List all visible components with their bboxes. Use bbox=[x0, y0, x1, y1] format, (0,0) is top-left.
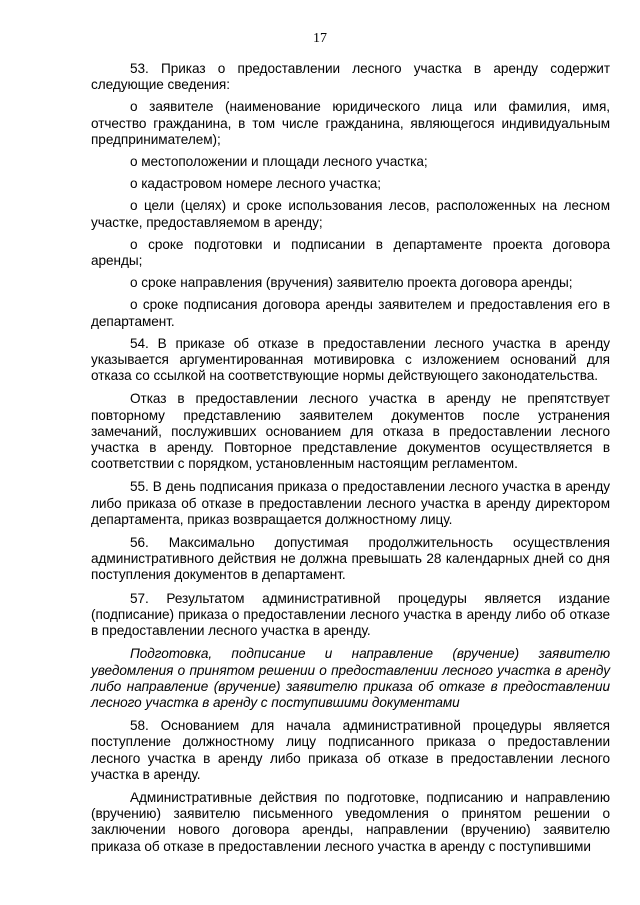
item-applicant: о заявителе (наименование юридического лица или фамилия, имя, отчество гражданина, в том числе гражданина, являющегося индивидуальным предпринимателем); bbox=[91, 99, 610, 147]
section-heading-italic: Подготовка, подписание и направление (вручение) заявителю уведомления о принятом решении о предоставлении лесного участка в аренду либо направление (вручение) заявителю приказа об отказе в предоставлении лесного участка в аренду с поступившими документами bbox=[91, 646, 610, 710]
item-preparation-term: о сроке подготовки и подписании в департаменте проекта договора аренды; bbox=[91, 236, 610, 269]
document-body bbox=[91, 61, 610, 855]
paragraph-54: 54. В приказе об отказе в предоставлении лесного участка в аренду указывается аргументированная мотивировка с изложением оснований для отказа со ссылкой на соответствующие нормы действующего законодательства. bbox=[91, 335, 610, 384]
item-delivery-term: о сроке направления (вручения) заявителю проекта договора аренды; bbox=[130, 275, 573, 291]
paragraph-58: 58. Основанием для начала административной процедуры является поступление должностному лицу подписанного приказа о предоставлении лесного участка в аренду либо приказа об отказе в предоставлении лесного участка в аренду. bbox=[91, 718, 610, 782]
paragraph-55: 55. В день подписания приказа о предоставлении лесного участка в аренду либо приказа об отказе в предоставлении лесного участка в аренду директором департамента, приказ возвращается должностному лицу. bbox=[91, 479, 610, 527]
item-signing-term: о сроке подписания договора аренды заявителем и предоставления его в департамент. bbox=[91, 297, 610, 329]
item-cadastral-number: о кадастровом номере лесного участка; bbox=[130, 176, 381, 192]
paragraph-53: 53. Приказ о предоставлении лесного участка в аренду содержит следующие сведения: bbox=[91, 61, 610, 93]
paragraph-administrative-actions: Административные действия по подготовке, подписанию и направлению (вручению) заявителю письменного уведомления о принятом решении о заключении нового договора аренды, направлении (вручению) заявителю приказа об отказе в предоставлении лесного участка в аренду с поступившими bbox=[91, 789, 610, 854]
item-purpose-term: о цели (целях) и сроке использования лесов, расположенных на лесном участке, предоставляемом в аренду; bbox=[91, 198, 610, 230]
paragraph-57: 57. Результатом административной процедуры является издание (подписание) приказа о предоставлении лесного участка в аренду либо об отказе в предоставлении лесного участка в аренду. bbox=[91, 590, 610, 639]
paragraph-56: 56. Максимально допустимая продолжительность осуществления административного действия не должна превышать 28 календарных дней со дня поступления документов в департамент. bbox=[91, 535, 610, 583]
paragraph-refusal-resubmission: Отказ в предоставлении лесного участка в аренду не препятствует повторному представлению заявителем документов после устранения замечаний, послуживших основанием для отказа в предоставлении лесного участка в аренду. Повторное представление документов осуществляется в соответствии с порядком, установленным настоящим регламентом. bbox=[91, 391, 610, 472]
page-number: 17 bbox=[313, 31, 327, 46]
item-location: о местоположении и площади лесного участка; bbox=[130, 154, 428, 170]
